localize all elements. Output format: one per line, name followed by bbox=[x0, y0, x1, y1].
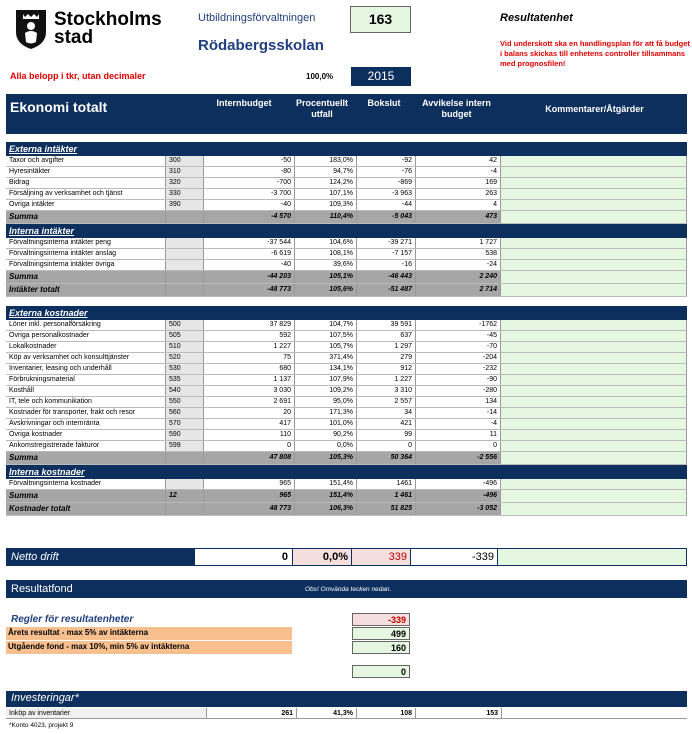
row-code: 310 bbox=[166, 167, 204, 177]
org-name-line2: stad bbox=[54, 27, 94, 48]
arets-resultat-value: 499 bbox=[390, 629, 406, 639]
row-code bbox=[166, 479, 204, 489]
row-bokslut: 39 591 bbox=[357, 320, 416, 330]
row-label: IT, tele och kommunikation bbox=[6, 397, 166, 407]
row-comment-cell[interactable] bbox=[501, 452, 687, 464]
row-avvikelse: -2 556 bbox=[416, 452, 501, 464]
resultatfond-note: Obs! Omvända tecken nedan. bbox=[305, 586, 392, 593]
row-bokslut: -3 963 bbox=[357, 189, 416, 199]
row-budget: -40 bbox=[204, 200, 295, 210]
netto-pct: 0,0% bbox=[322, 551, 348, 563]
row-comment-cell[interactable] bbox=[501, 490, 687, 502]
row-pct: 95,0% bbox=[295, 397, 357, 407]
row-bokslut: -16 bbox=[357, 260, 416, 270]
row-bokslut: -92 bbox=[357, 156, 416, 166]
row-bokslut: -5 043 bbox=[357, 211, 416, 223]
investeringar-bar bbox=[6, 691, 687, 707]
row-comment-cell[interactable] bbox=[501, 238, 687, 248]
row-pct: 90,2% bbox=[295, 430, 357, 440]
row-avvikelse: 169 bbox=[416, 178, 501, 188]
row-avvikelse: -70 bbox=[416, 342, 501, 352]
row-label: Hyresintäkter bbox=[6, 167, 166, 177]
row-label: Löner inkl. personalförsäkring bbox=[6, 320, 166, 330]
table-row bbox=[6, 331, 687, 342]
row-label: Summa bbox=[6, 271, 166, 283]
unit-code-box[interactable] bbox=[350, 6, 411, 33]
row-comment-cell[interactable] bbox=[501, 156, 687, 166]
table-row bbox=[6, 342, 687, 353]
row-comment-cell[interactable] bbox=[501, 375, 687, 385]
row-bokslut: 3 310 bbox=[357, 386, 416, 396]
section-header: Interna intäkter bbox=[6, 224, 687, 238]
table-row bbox=[6, 375, 687, 386]
row-code: 390 bbox=[166, 200, 204, 210]
row-budget: -80 bbox=[204, 167, 295, 177]
row-code: 535 bbox=[166, 375, 204, 385]
coat-of-arms-icon bbox=[14, 8, 48, 50]
city-logo bbox=[14, 8, 162, 50]
percent-value: 100,0% bbox=[306, 72, 334, 81]
table-row bbox=[6, 353, 687, 364]
netto-bokslut-cell bbox=[352, 549, 410, 565]
row-avvikelse: -232 bbox=[416, 364, 501, 374]
row-pct: 105,3% bbox=[295, 452, 357, 464]
income-total-row bbox=[6, 284, 687, 297]
row-bokslut: 637 bbox=[357, 331, 416, 341]
row-bokslut: 1 227 bbox=[357, 375, 416, 385]
col-bokslut: Bokslut bbox=[367, 98, 401, 108]
school-name: Rödabergsskolan bbox=[198, 37, 324, 54]
table-row bbox=[6, 200, 687, 211]
row-budget: 965 bbox=[204, 479, 295, 489]
row-bokslut: 279 bbox=[357, 353, 416, 363]
netto-avv-cell bbox=[411, 549, 497, 565]
row-comment-cell[interactable] bbox=[501, 441, 687, 451]
row-pct: 105,1% bbox=[295, 271, 357, 283]
row-code: 505 bbox=[166, 331, 204, 341]
row-budget: 47 808 bbox=[204, 452, 295, 464]
row-pct: 101,0% bbox=[295, 419, 357, 429]
row-avvikelse: 134 bbox=[416, 397, 501, 407]
row-budget: -44 203 bbox=[204, 271, 295, 283]
regler-value-cell bbox=[352, 613, 410, 626]
row-pct: 105,7% bbox=[295, 342, 357, 352]
row-avvikelse: -14 bbox=[416, 408, 501, 418]
row-pct: 104,7% bbox=[295, 320, 357, 330]
row-code: 320 bbox=[166, 178, 204, 188]
table-row bbox=[6, 167, 687, 178]
row-bokslut: 1 297 bbox=[357, 342, 416, 352]
row-label: Övriga personalkostnader bbox=[6, 331, 166, 341]
row-pct: 110,4% bbox=[295, 211, 357, 223]
row-label: Kosthåll bbox=[6, 386, 166, 396]
row-comment-cell[interactable] bbox=[501, 397, 687, 407]
row-comment-cell[interactable] bbox=[501, 271, 687, 283]
row-label: Övriga kostnader bbox=[6, 430, 166, 440]
department-label: Utbildningsförvaltningen bbox=[198, 12, 316, 24]
col-internbudget: Internbudget bbox=[216, 98, 272, 108]
table-header-bar bbox=[6, 94, 687, 134]
row-pct: 134,1% bbox=[295, 364, 357, 374]
table-row bbox=[6, 156, 687, 167]
row-avvikelse: -204 bbox=[416, 353, 501, 363]
row-code: 12 bbox=[166, 490, 204, 502]
row-code: 300 bbox=[166, 156, 204, 166]
row-code bbox=[166, 284, 204, 296]
row-label: Intäkter totalt bbox=[6, 284, 166, 296]
row-label: Förvaltningsinterna intäkter anslag bbox=[6, 249, 166, 259]
table-row bbox=[6, 386, 687, 397]
row-label: Förbrukningsmaterial bbox=[6, 375, 166, 385]
economy-table bbox=[6, 142, 687, 540]
org-name-line1: Stockholms bbox=[54, 9, 162, 30]
row-bokslut: 2 557 bbox=[357, 397, 416, 407]
row-avvikelse: 11 bbox=[416, 430, 501, 440]
row-code: 570 bbox=[166, 419, 204, 429]
amounts-note: Alla belopp i tkr, utan decimaler bbox=[10, 71, 146, 81]
row-pct: 124,2% bbox=[295, 178, 357, 188]
row-comment-cell[interactable] bbox=[501, 189, 687, 199]
row-avvikelse: -496 bbox=[416, 479, 501, 489]
row-avvikelse: 473 bbox=[416, 211, 501, 223]
row-pct: 107,5% bbox=[295, 331, 357, 341]
row-bokslut: -869 bbox=[357, 178, 416, 188]
row-avvikelse: -90 bbox=[416, 375, 501, 385]
investering-label: Inköp av inventarier bbox=[6, 708, 206, 718]
row-avvikelse: 2 240 bbox=[416, 271, 501, 283]
row-label: Summa bbox=[6, 452, 166, 464]
regler-value: -339 bbox=[387, 615, 406, 625]
row-pct: 39,6% bbox=[295, 260, 357, 270]
row-comment-cell[interactable] bbox=[501, 419, 687, 429]
col-procentuellt: Procentuellt utfall bbox=[295, 98, 348, 119]
row-label: Ankomstregistrerade fakturor bbox=[6, 441, 166, 451]
row-label: Lokalkostnader bbox=[6, 342, 166, 352]
netto-comment-cell[interactable] bbox=[498, 549, 686, 565]
row-avvikelse: -4 bbox=[416, 419, 501, 429]
table-row bbox=[6, 441, 687, 452]
row-budget: -6 619 bbox=[204, 249, 295, 259]
table-row bbox=[6, 430, 687, 441]
row-label: Förvaltningsinterna kostnader bbox=[6, 479, 166, 489]
row-avvikelse: 2 714 bbox=[416, 284, 501, 296]
fond-zero-value: 0 bbox=[400, 667, 406, 677]
row-budget: 37 829 bbox=[204, 320, 295, 330]
row-comment-cell[interactable] bbox=[501, 503, 687, 515]
row-code bbox=[166, 271, 204, 283]
row-code: 530 bbox=[166, 364, 204, 374]
row-label: Övriga intäkter bbox=[6, 200, 166, 210]
row-comment-cell[interactable] bbox=[501, 178, 687, 188]
netto-pct-cell bbox=[293, 549, 351, 565]
section-header: Externa intäkter bbox=[6, 142, 687, 156]
netto-bokslut: 339 bbox=[388, 551, 407, 563]
row-budget: -40 bbox=[204, 260, 295, 270]
investering-bokslut: 108 bbox=[356, 708, 415, 718]
row-code: 510 bbox=[166, 342, 204, 352]
row-budget: 1 227 bbox=[204, 342, 295, 352]
row-bokslut: -51 487 bbox=[357, 284, 416, 296]
row-pct: 151,4% bbox=[295, 490, 357, 502]
row-avvikelse: -280 bbox=[416, 386, 501, 396]
row-pct: 107,9% bbox=[295, 375, 357, 385]
row-comment-cell[interactable] bbox=[501, 200, 687, 210]
row-avvikelse: -24 bbox=[416, 260, 501, 270]
row-code bbox=[166, 211, 204, 223]
row-comment-cell[interactable] bbox=[501, 353, 687, 363]
table-row bbox=[6, 238, 687, 249]
investeringar-title: Investeringar* bbox=[11, 692, 79, 704]
table-row bbox=[6, 260, 687, 271]
row-code bbox=[166, 238, 204, 248]
row-code: 599 bbox=[166, 441, 204, 451]
table-row bbox=[6, 408, 687, 419]
year-value: 2015 bbox=[367, 69, 395, 83]
row-comment-cell[interactable] bbox=[501, 284, 687, 296]
row-bokslut: 50 364 bbox=[357, 452, 416, 464]
row-comment-cell[interactable] bbox=[501, 364, 687, 374]
row-avvikelse: 42 bbox=[416, 156, 501, 166]
row-budget: -700 bbox=[204, 178, 295, 188]
row-budget: -4 570 bbox=[204, 211, 295, 223]
row-budget: 0 bbox=[204, 441, 295, 451]
regler-title: Regler för resultatenheter bbox=[11, 614, 134, 625]
row-budget: 1 137 bbox=[204, 375, 295, 385]
year-box[interactable] bbox=[351, 67, 411, 86]
investering-budget: 261 bbox=[206, 708, 296, 718]
row-label: Bidrag bbox=[6, 178, 166, 188]
row-label: Kostnader för transporter, frakt och resor bbox=[6, 408, 166, 418]
row-budget: -48 773 bbox=[204, 284, 295, 296]
investering-pct: 41,3% bbox=[296, 708, 356, 718]
row-budget: 417 bbox=[204, 419, 295, 429]
table-row bbox=[6, 397, 687, 408]
row-budget: 965 bbox=[204, 490, 295, 502]
table-row bbox=[6, 419, 687, 430]
row-pct: 94,7% bbox=[295, 167, 357, 177]
row-avvikelse: 1 727 bbox=[416, 238, 501, 248]
table-row bbox=[6, 479, 687, 490]
row-code: 560 bbox=[166, 408, 204, 418]
investering-avv: 153 bbox=[415, 708, 501, 718]
row-pct: 104,6% bbox=[295, 238, 357, 248]
row-avvikelse: -3 052 bbox=[416, 503, 501, 515]
table-title: Ekonomi totalt bbox=[10, 99, 108, 115]
row-label: Köp av verksamhet och konsulttjänster bbox=[6, 353, 166, 363]
row-bokslut: -76 bbox=[357, 167, 416, 177]
row-comment-cell[interactable] bbox=[501, 249, 687, 259]
col-kommentarer: Kommentarer/Åtgärder bbox=[545, 104, 644, 114]
row-budget: 75 bbox=[204, 353, 295, 363]
row-avvikelse: 0 bbox=[416, 441, 501, 451]
cost-total-row bbox=[6, 503, 687, 516]
row-comment-cell[interactable] bbox=[501, 430, 687, 440]
row-pct: 151,4% bbox=[295, 479, 357, 489]
sum-row bbox=[6, 490, 687, 503]
row-code bbox=[166, 452, 204, 464]
table-row bbox=[6, 249, 687, 260]
arets-resultat-label: Årets resultat - max 5% av intäkterna bbox=[6, 627, 292, 640]
row-comment-cell[interactable] bbox=[501, 331, 687, 341]
row-bokslut: -44 bbox=[357, 200, 416, 210]
row-pct: 106,3% bbox=[295, 503, 357, 515]
row-code: 550 bbox=[166, 397, 204, 407]
table-row bbox=[6, 178, 687, 189]
row-avvikelse: -496 bbox=[416, 490, 501, 502]
row-avvikelse: -45 bbox=[416, 331, 501, 341]
utgaende-fond-cell bbox=[352, 641, 410, 654]
row-avvikelse: -4 bbox=[416, 167, 501, 177]
row-label: Summa bbox=[6, 490, 166, 502]
utgaende-fond-label: Utgående fond - max 10%, min 5% av intäkterna bbox=[6, 641, 292, 654]
row-label: Förvaltningsinterna intäkter övriga bbox=[6, 260, 166, 270]
fond-zero-cell bbox=[352, 665, 410, 678]
row-avvikelse: -1762 bbox=[416, 320, 501, 330]
netto-avv: -339 bbox=[471, 551, 494, 563]
unit-type-label: Resultatenhet bbox=[500, 12, 573, 24]
row-bokslut: 1 461 bbox=[357, 490, 416, 502]
row-bokslut: 34 bbox=[357, 408, 416, 418]
resultatfond-title: Resultatfond bbox=[11, 583, 73, 595]
row-comment-cell[interactable] bbox=[501, 479, 687, 489]
row-pct: 0,0% bbox=[295, 441, 357, 451]
row-bokslut: 912 bbox=[357, 364, 416, 374]
row-budget: 20 bbox=[204, 408, 295, 418]
row-pct: 109,2% bbox=[295, 386, 357, 396]
row-label: Avskrivningar och internränta bbox=[6, 419, 166, 429]
row-comment-cell[interactable] bbox=[501, 211, 687, 223]
row-label: Förvaltningsinterna intäkter peng bbox=[6, 238, 166, 248]
investering-footnote: *Konto 4023, projekt 9 bbox=[9, 722, 74, 729]
row-budget: -37 544 bbox=[204, 238, 295, 248]
netto-budget: 0 bbox=[281, 551, 288, 563]
row-comment-cell[interactable] bbox=[501, 386, 687, 396]
row-label: Försäljning av verksamhet och tjänst bbox=[6, 189, 166, 199]
table-row bbox=[6, 320, 687, 331]
sum-row bbox=[6, 211, 687, 224]
sum-row bbox=[6, 452, 687, 465]
col-avvikelse: Avvikelse intern budget bbox=[422, 98, 491, 119]
row-comment-cell[interactable] bbox=[501, 260, 687, 270]
row-bokslut: 421 bbox=[357, 419, 416, 429]
row-bokslut: 0 bbox=[357, 441, 416, 451]
row-pct: 105,6% bbox=[295, 284, 357, 296]
row-budget: -50 bbox=[204, 156, 295, 166]
row-code: 330 bbox=[166, 189, 204, 199]
netto-label: Netto drift bbox=[11, 551, 59, 563]
row-bokslut: 99 bbox=[357, 430, 416, 440]
row-code: 500 bbox=[166, 320, 204, 330]
section-header: Externa kostnader bbox=[6, 306, 687, 320]
row-pct: 371,4% bbox=[295, 353, 357, 363]
row-budget: 680 bbox=[204, 364, 295, 374]
row-bokslut: -46 443 bbox=[357, 271, 416, 283]
row-pct: 183,0% bbox=[295, 156, 357, 166]
row-budget: 2 691 bbox=[204, 397, 295, 407]
row-pct: 108,1% bbox=[295, 249, 357, 259]
row-pct: 109,3% bbox=[295, 200, 357, 210]
row-code: 540 bbox=[166, 386, 204, 396]
row-avvikelse: 538 bbox=[416, 249, 501, 259]
row-budget: 3 030 bbox=[204, 386, 295, 396]
netto-budget-cell bbox=[195, 549, 292, 565]
section-header: Interna kostnader bbox=[6, 465, 687, 479]
row-pct: 171,3% bbox=[295, 408, 357, 418]
row-label: Kostnader totalt bbox=[6, 503, 166, 515]
row-code bbox=[166, 503, 204, 515]
table-row bbox=[6, 189, 687, 200]
row-code bbox=[166, 260, 204, 270]
row-budget: 592 bbox=[204, 331, 295, 341]
arets-resultat-cell bbox=[352, 627, 410, 640]
row-pct: 107,1% bbox=[295, 189, 357, 199]
unit-code: 163 bbox=[368, 11, 393, 27]
row-comment-cell[interactable] bbox=[501, 408, 687, 418]
row-label: Summa bbox=[6, 211, 166, 223]
deficit-warning: Vid underskott ska en handlingsplan för att få budget i balans skickas till enhetens controller tillsammans med prognosfilen! bbox=[500, 39, 690, 68]
row-comment-cell[interactable] bbox=[501, 167, 687, 177]
row-budget: 48 773 bbox=[204, 503, 295, 515]
row-bokslut: -7 157 bbox=[357, 249, 416, 259]
row-comment-cell[interactable] bbox=[501, 320, 687, 330]
row-avvikelse: 263 bbox=[416, 189, 501, 199]
row-avvikelse: 4 bbox=[416, 200, 501, 210]
row-bokslut: 1461 bbox=[357, 479, 416, 489]
row-bokslut: 51 825 bbox=[357, 503, 416, 515]
row-budget: 110 bbox=[204, 430, 295, 440]
row-label: Taxor och avgifter bbox=[6, 156, 166, 166]
investering-row bbox=[6, 708, 687, 719]
table-row bbox=[6, 364, 687, 375]
sum-row bbox=[6, 271, 687, 284]
row-budget: -3 700 bbox=[204, 189, 295, 199]
row-comment-cell[interactable] bbox=[501, 342, 687, 352]
utgaende-fond-value: 160 bbox=[390, 643, 406, 653]
row-code: 520 bbox=[166, 353, 204, 363]
investering-comment[interactable] bbox=[501, 708, 687, 718]
row-code bbox=[166, 249, 204, 259]
row-label: Inventarier, leasing och underhåll bbox=[6, 364, 166, 374]
row-code: 590 bbox=[166, 430, 204, 440]
row-bokslut: -39 271 bbox=[357, 238, 416, 248]
